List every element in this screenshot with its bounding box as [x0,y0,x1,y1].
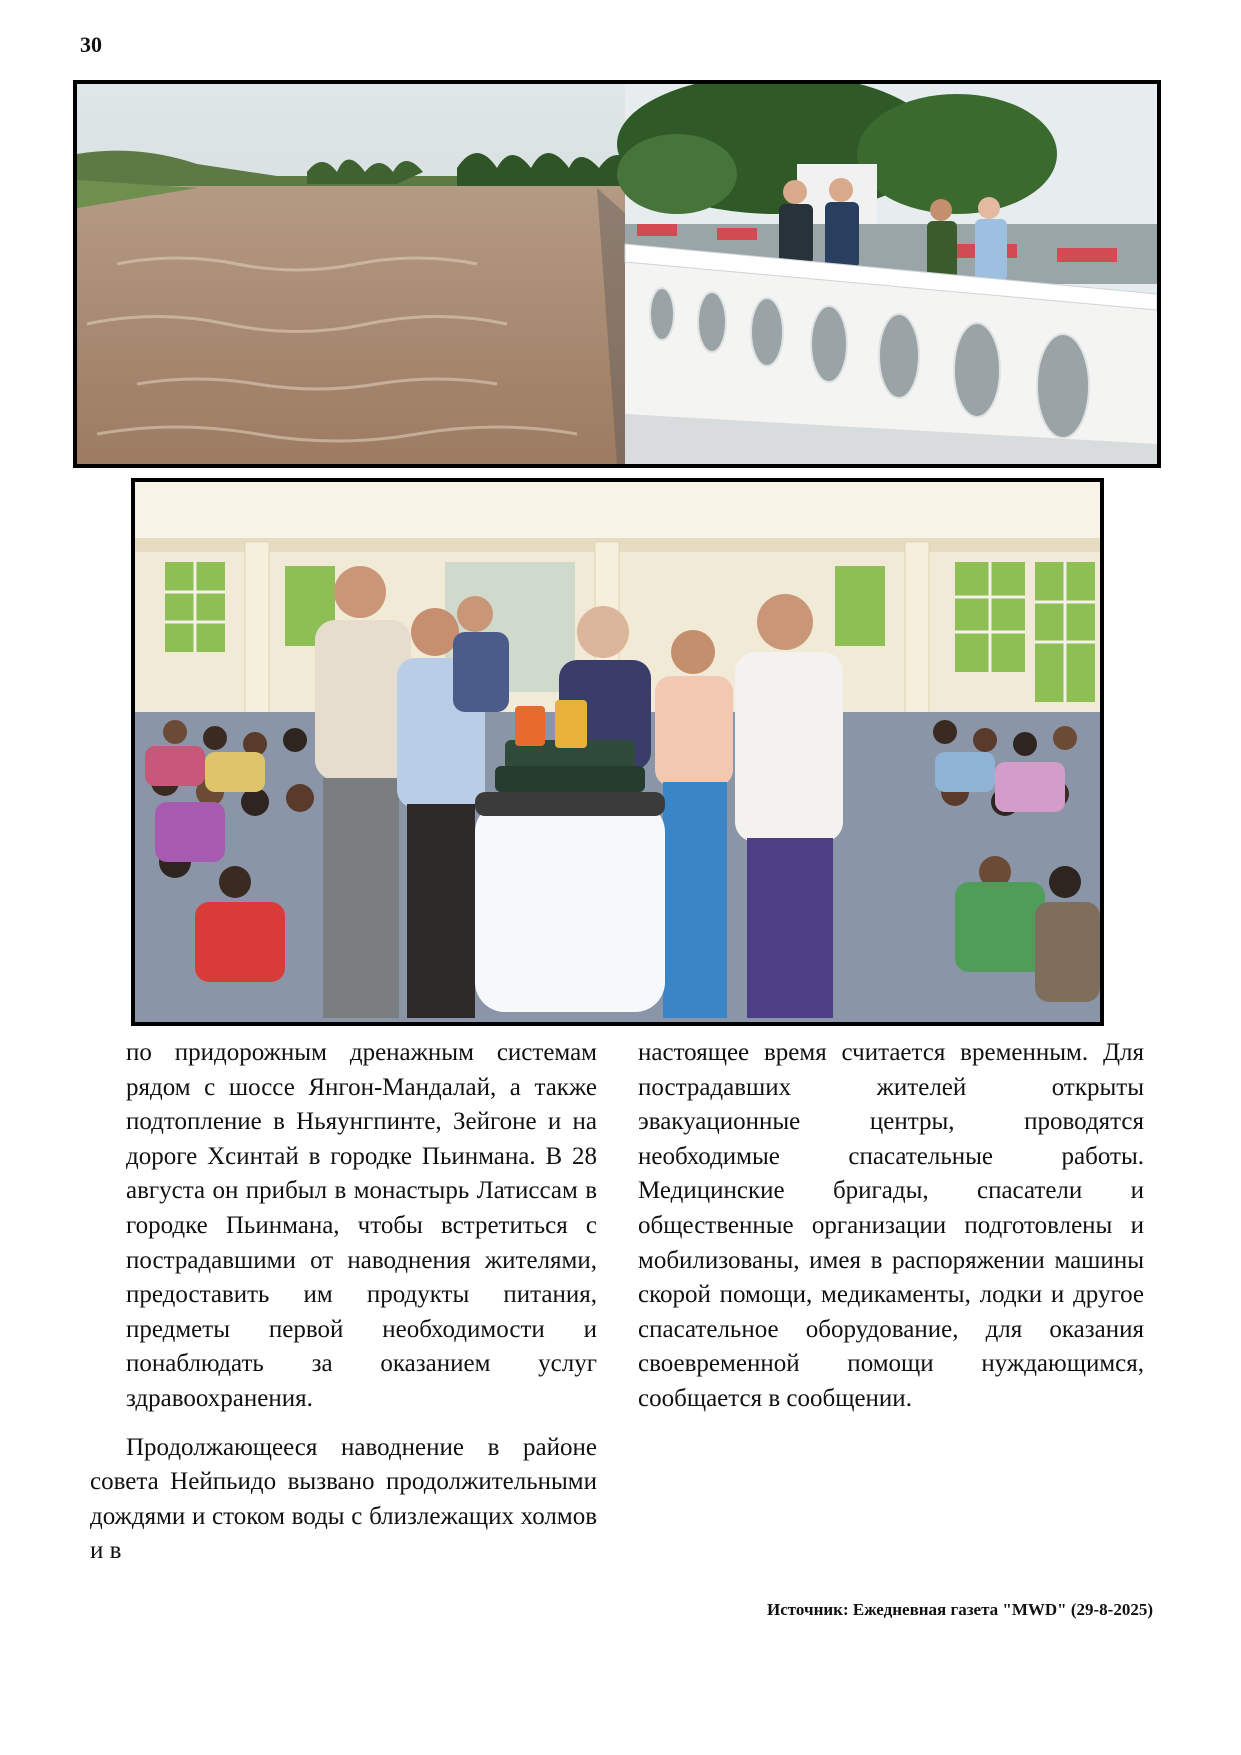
article-column-left [90,1036,597,1569]
page-number: 30 [80,32,102,57]
article-column-right [638,1036,1144,1417]
article-paragraph: настоящее время считается временным. Для пострадавших жителей открыты эвакуационные центры, проводятся необходимые спасательные работы. Медицинские бригады, спасатели и общественные организации подготовлены и мобилизованы, имея в распоряжении машины скорой помощи, медикаменты, лодки и другое спасательное оборудование, для оказания своевременной помощи нуждающимся, сообщается в сообщении. [638,1039,1144,1412]
source-credit: Источник: Ежедневная газета "MWD" (29-8-2025) [767,1600,1153,1619]
photo-flooded-river-and-bridge [73,80,1161,468]
article-paragraph: Продолжающееся наводнение в районе совета Нейпьидо вызвано продолжительными дождями и стоком воды с близлежащих холмов и в [90,1433,597,1565]
photo-relief-distribution [131,478,1104,1026]
article-paragraph: по придорожным дренажным системам рядом с шоссе Янгон-Мандалай, а также подтопление в Ньяунгпинте, Зейгоне и на дороге Хсинтай в городке Пьинмана. В 28 августа он прибыл в монастырь Латиссам в городке Пьинмана, чтобы встретиться с пострадавшими от наводнения жителями, предоставить им продукты питания, предметы первой необходимости и понаблюдать за оказанием услуг здравоохранения. [126,1039,597,1412]
